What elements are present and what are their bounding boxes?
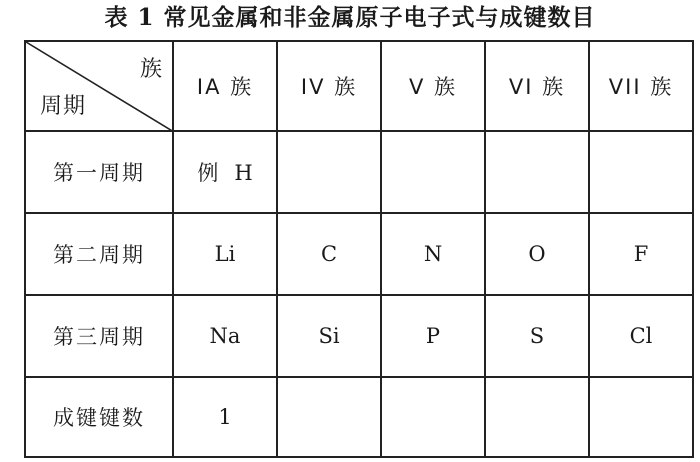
period-axis-label: 周期 — [40, 94, 87, 119]
row-header-bond-count: 成键键数 — [25, 377, 173, 457]
column-header-vi: VI 族 — [485, 41, 589, 131]
table-cell — [485, 377, 589, 457]
row-header-period-3: 第三周期 — [25, 295, 173, 377]
table-cell — [381, 377, 485, 457]
table-row — [25, 377, 693, 457]
table-cell: S — [485, 295, 589, 377]
header-row — [25, 41, 693, 131]
group-axis-label: 族 — [139, 57, 162, 82]
column-header-ia: IA 族 — [173, 41, 277, 131]
example-cell — [173, 131, 277, 213]
table-row — [25, 295, 693, 377]
table-cell — [381, 131, 485, 213]
column-header-vii: VII 族 — [589, 41, 693, 131]
table-cell: N — [381, 213, 485, 295]
example-symbol: H — [234, 161, 253, 185]
table-cell: Cl — [589, 295, 693, 377]
table-cell: O — [485, 213, 589, 295]
table-cell — [277, 131, 381, 213]
table-cell: F — [589, 213, 693, 295]
table-cell: Li — [173, 213, 277, 295]
table-cell: P — [381, 295, 485, 377]
table-cell: Si — [277, 295, 381, 377]
table-cell: 1 — [173, 377, 277, 457]
column-header-v: V 族 — [381, 41, 485, 131]
table-cell: Na — [173, 295, 277, 377]
element-table — [24, 40, 694, 458]
example-prefix: 例 — [197, 161, 219, 185]
table-cell — [589, 131, 693, 213]
row-header-period-2: 第二周期 — [25, 213, 173, 295]
table-row — [25, 131, 693, 213]
column-header-iv: IV 族 — [277, 41, 381, 131]
table-cell — [277, 377, 381, 457]
table-cell — [589, 377, 693, 457]
table-cell — [485, 131, 589, 213]
table-title: 表 1 常见金属和非金属原子电子式与成键数目 — [104, 4, 596, 31]
table-cell: C — [277, 213, 381, 295]
table-row — [25, 213, 693, 295]
corner-cell — [25, 41, 173, 131]
row-header-period-1: 第一周期 — [25, 131, 173, 213]
